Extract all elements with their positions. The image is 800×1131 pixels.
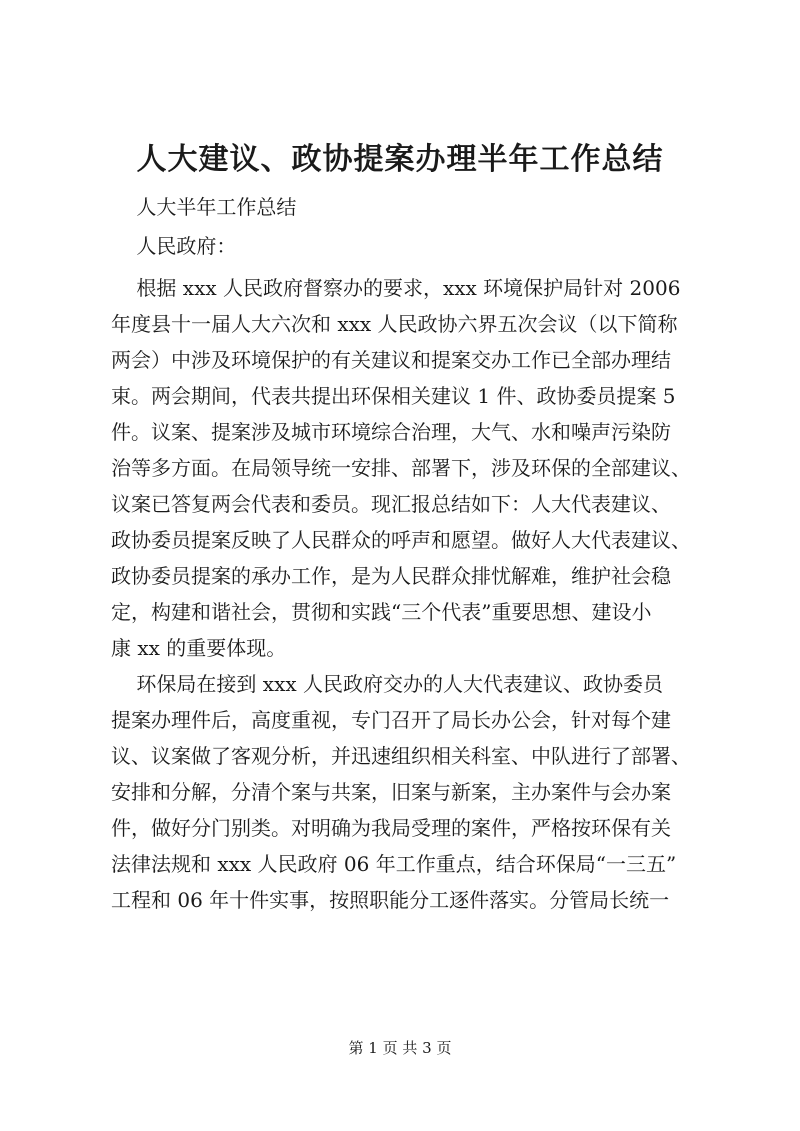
body-line: 根据 xxx 人民政府督察办的要求，xxx 环境保护局针对 2006 [111,276,681,300]
body-line: 政协委员提案反映了人民群众的呼声和愿望。做好人大代表建议、 [111,528,691,552]
document-title: 人大建议、政协提案办理半年工作总结 [136,142,664,177]
body-line: 年度县十一届人大六次和 xxx 人民政协六界五次会议（以下简称 [111,312,678,336]
body-line: 人大半年工作总结 [111,195,297,219]
body-line: 议案已答复两会代表和委员。现汇报总结如下：人大代表建议、 [111,492,671,516]
body-line: 提案办理件后，高度重视，专门召开了局长办公会，针对每个建 [111,708,671,732]
body-line: 康 xx 的重要体现。 [111,636,287,660]
body-line: 安排和分解，分清个案与共案，旧案与新案，主办案件与会办案 [111,780,671,804]
body-line: 件，做好分门别类。对明确为我局受理的案件，严格按环保有关 [111,816,671,840]
body-line: 定，构建和谐社会，贯彻和实践“三个代表”重要思想、建设小 [111,600,652,624]
body-line: 政协委员提案的承办工作，是为人民群众排忧解难，维护社会稳 [111,564,671,588]
page-number-footer: 第 1 页 共 3 页 [348,1039,452,1057]
body-line: 工程和 06 年十件实事，按照职能分工逐件落实。分管局长统一 [111,888,670,912]
body-line: 人民政府： [111,234,237,258]
body-line: 环保局在接到 xxx 人民政府交办的人大代表建议、政协委员 [111,672,663,696]
body-line: 束。两会期间，代表共提出环保相关建议 1 件、政协委员提案 5 [111,384,676,408]
body-line: 法律法规和 xxx 人民政府 06 年工作重点，结合环保局“一三五” [111,852,677,876]
body-line: 两会）中涉及环境保护的有关建议和提案交办工作已全部办理结 [111,348,671,372]
body-line: 治等多方面。在局领导统一安排、部署下，涉及环保的全部建议、 [111,456,691,480]
body-line: 件。议案、提案涉及城市环境综合治理，大气、水和噪声污染防 [111,420,671,444]
body-line: 议、议案做了客观分析，并迅速组织相关科室、中队进行了部署、 [111,744,691,768]
